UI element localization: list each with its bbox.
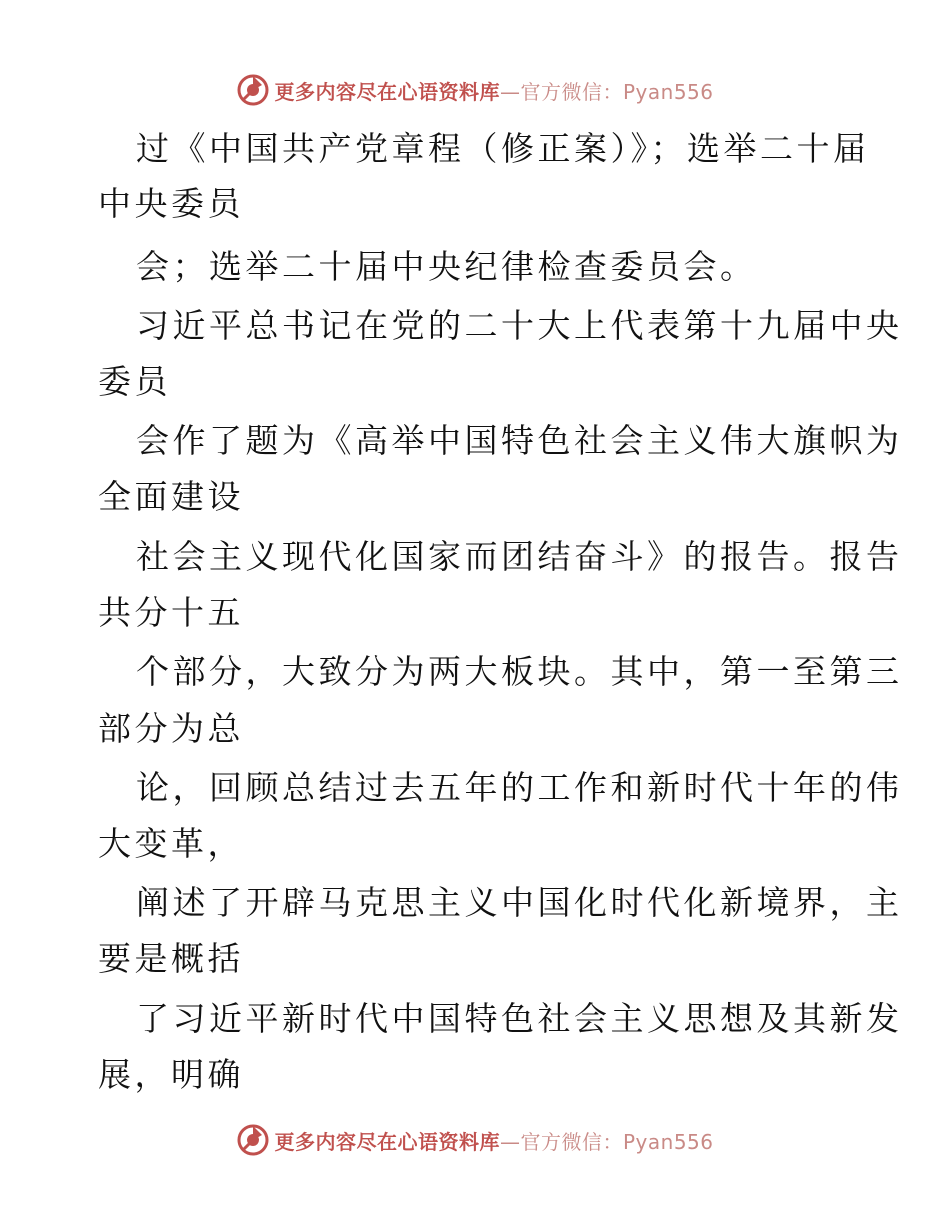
body-line-2: 中央委员 [98,184,244,223]
body-line-16: 了习近平新时代中国特色社会主义思想及其新发 [136,999,903,1038]
body-line-8: 社会主义现代化国家而团结奋斗》的报告。报告 [136,537,903,576]
body-line-7: 全面建设 [98,477,244,516]
body-line-15: 要是概括 [98,939,244,978]
body-line-17: 展，明确 [98,1055,244,1094]
body-line-11: 部分为总 [98,709,244,748]
footer-banner-text [274,1126,713,1155]
header-banner [0,70,950,110]
body-line-14: 阐述了开辟马克思主义中国化时代化新境界，主 [136,883,903,922]
footer-brand-text: 更多内容尽在心语资料库 [274,1129,500,1154]
body-line-1: 过《中国共产党章程（修正案）》；选举二十届 [136,129,870,168]
header-wechat-id: Pyan556 [622,79,714,104]
header-banner-text [274,76,713,105]
header-banner-inner [236,73,713,107]
footer-wechat-label: 官方微信： [520,1129,623,1154]
brand-logo-icon [236,73,270,107]
header-separator: — [499,79,521,104]
body-line-5: 委员 [98,362,171,401]
brand-logo-icon [236,1123,270,1157]
footer-banner [0,1120,950,1160]
body-line-9: 共分十五 [98,593,244,632]
body-line-3: 会；选举二十届中央纪律检查委员会。 [136,247,757,286]
header-wechat-label: 官方微信： [520,79,623,104]
body-line-13: 大变革， [98,824,244,863]
body-line-6: 会作了题为《高举中国特色社会主义伟大旗帜为 [136,421,903,460]
footer-wechat-id: Pyan556 [622,1129,714,1154]
body-line-4: 习近平总书记在党的二十大上代表第十九届中央 [136,306,903,345]
footer-separator: — [499,1129,521,1154]
footer-banner-inner [236,1123,713,1157]
body-line-12: 论，回顾总结过去五年的工作和新时代十年的伟 [136,768,903,807]
body-line-10: 个部分，大致分为两大板块。其中，第一至第三 [136,652,903,691]
header-brand-text: 更多内容尽在心语资料库 [274,79,500,104]
